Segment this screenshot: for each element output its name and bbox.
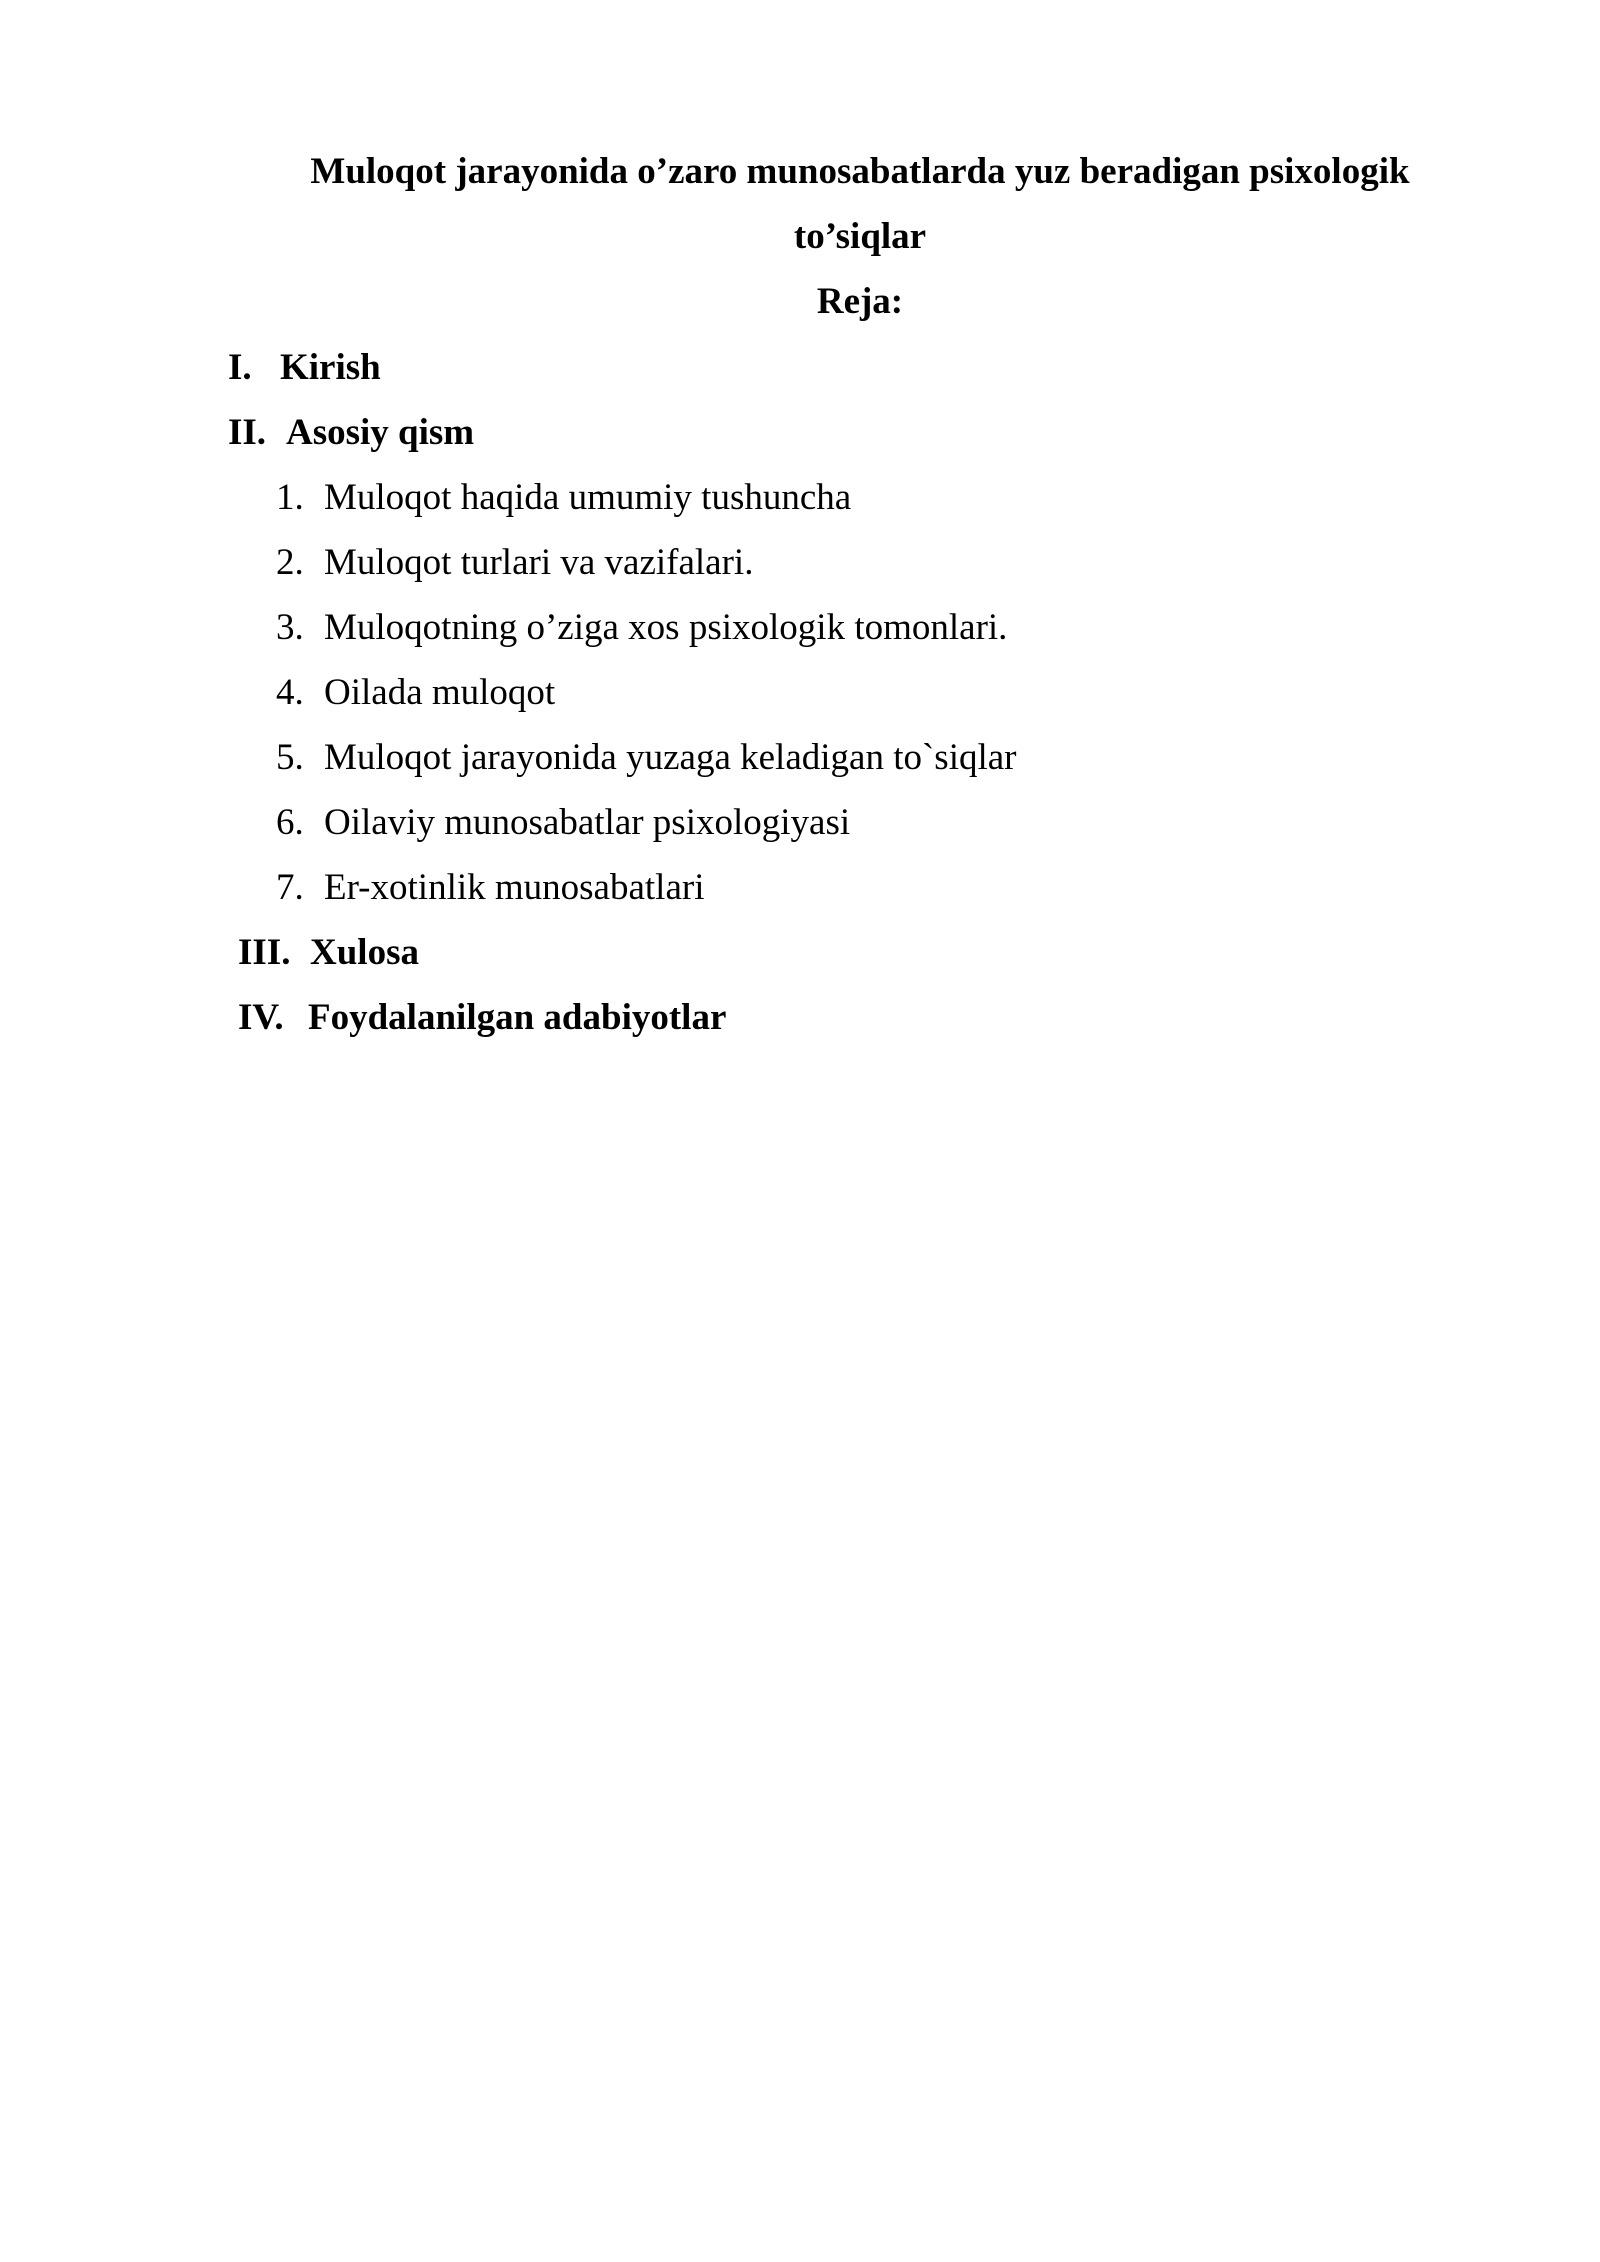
subitem-label: Muloqot jarayonida yuzaga keladigan to`siqlar: [324, 737, 1017, 778]
subitem-number: 7.: [276, 867, 304, 908]
subitem-number: 1.: [276, 477, 304, 518]
section-numeral: I.: [228, 347, 252, 388]
section-numeral: IV.: [238, 997, 284, 1038]
subitem-number: 4.: [276, 672, 304, 713]
subitem-number: 5.: [276, 737, 304, 778]
section-label: Xulosa: [310, 932, 419, 973]
subitem-label: Er-xotinlik munosabatlari: [324, 867, 705, 908]
section-numeral: II.: [228, 412, 267, 453]
subitem-number: 3.: [276, 607, 304, 648]
document-title-line-2: to’siqlar: [793, 216, 927, 257]
section-label: Foydalanilgan adabiyotlar: [308, 997, 727, 1038]
subitem-label: Muloqot haqida umumiy tushuncha: [324, 477, 852, 518]
document-title-line-1: Muloqot jarayonida o’zaro munosabatlarda yuz beradigan psixologik: [310, 151, 1410, 192]
subitem-number: 2.: [276, 542, 304, 583]
subitem-label: Muloqot turlari va vazifalari.: [324, 542, 754, 583]
subitem-label: Oilada muloqot: [324, 672, 556, 713]
section-label: Kirish: [280, 347, 381, 388]
subitem-number: 6.: [276, 802, 304, 843]
section-numeral: III.: [238, 932, 291, 973]
subitem-label: Muloqotning o’ziga xos psixologik tomonlari.: [324, 607, 1008, 648]
plan-heading: Reja:: [816, 281, 904, 322]
subitem-label: Oilaviy munosabatlar psixologiyasi: [324, 802, 851, 843]
section-label: Asosiy qism: [286, 412, 475, 453]
